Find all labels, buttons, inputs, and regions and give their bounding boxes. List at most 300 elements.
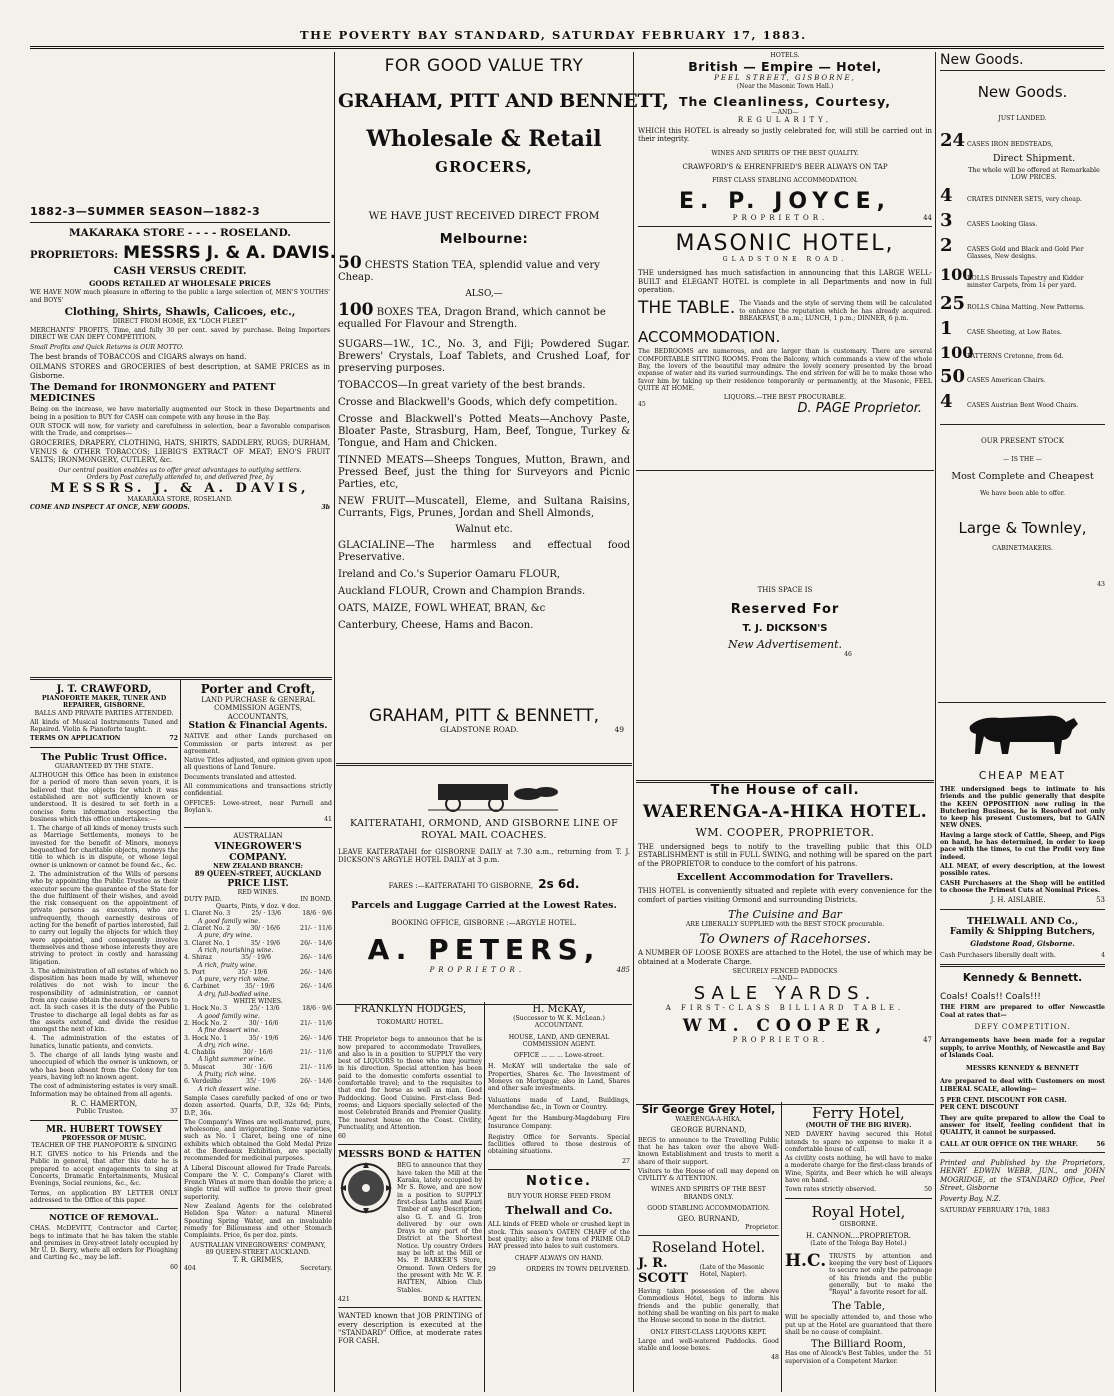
goods-item <box>940 343 1105 362</box>
wine-duty-price: 35/ · 19/6 <box>237 968 268 976</box>
trust-para-7: The cost of administering estates is very small. Information may be obtained from all agents. <box>30 1083 178 1098</box>
wine-name: 2. Hock No. 2 <box>184 1019 228 1027</box>
goods-item <box>940 235 1105 261</box>
goods-item <box>940 318 1105 339</box>
vine-title: AUSTRALIAN <box>233 832 283 841</box>
wine-desc: A pure, very rich wine. <box>198 976 270 984</box>
wine-name: 5. Port <box>184 968 205 976</box>
stock-list: GROCERIES, DRAPERY, CLOTHING, HATS, SHIRTS, SADDLERY, RUGS; DURHAM, VENUS & OTHER TOBACCOS; LIEBIG'S EXTRACT OF MEAT; ENO'S FRUIT SALTS; IRONMONGERY, CUTLERY, &c. <box>30 439 330 465</box>
wine-row <box>184 1064 332 1071</box>
advert-number: 53 <box>1096 896 1105 905</box>
tinned-text: TINNED MEATS—Sheeps Tongues, Mutton, Brawn, and Pressed Beef, just the thing for Surveyors and Picnic Parties, etc, <box>338 455 630 490</box>
gladstone-gisborne: Gladstone Road, Gisborne. <box>970 938 1075 948</box>
come-inspect: COME AND INSPECT AT ONCE, NEW GOODS. <box>30 503 190 511</box>
kennedy-bennett: Kennedy & Bennett. <box>962 972 1083 985</box>
accommodation-text: The BEDROOMS are numerous, and are larger than is customary. There are several COMFORTABLE SITTING ROOMS. From the Balcony, which commands a view of the whole Bay, the lovers of the beautiful may admire the lovely scenery presented by the broad expanse of water and its varied surroundings. The end striven for will be to make those who favor him by taking up their residence temporarily or permanently, at the Masonic, FEEL QUITE AT HOME. <box>638 348 932 392</box>
arrangements-text: Arrangements have been made for a regular supply, to arrive Monthly, of Newcastle and Bay of Islands Coal. <box>940 1037 1105 1059</box>
ireland-text: Ireland and Co.'s Superior Oamaru FLOUR, <box>338 569 561 580</box>
meat-text-2: Having a large stock of Cattle, Sheep, and Pigs on hand, he has determined, in order to keep pace with the times, to cut the Profit very fine indeed. <box>940 831 1105 861</box>
wine-desc: A rich, nourishing wine. <box>198 946 274 954</box>
towsey-text: H.T. GIVES notice to his Friends and the Public in general, that after this date he is prepared to accept engagements to sing at Concerts, Dramatic Entertainments, Musical Evenings, Social reunions, &c., &c. <box>30 1151 178 1188</box>
wine-row <box>184 983 332 990</box>
wine-row <box>184 1049 332 1056</box>
able-offer: We have been able to offer. <box>980 490 1065 498</box>
trust-para-3: 2. The administration of the Wills of persons who by appointing the Public Trustee as their executor secure the guarantee of the State for the due fulfilment of their wishes, and avoid the risk consequent on the appointment of private persons as executors, who are unfrequently, though earnestly desirous of acting for the benefit of parties interested, fail to carry out legally the objects for which they were appointed, and consequently involve themselves and those whose interests they are striving to protect in costly and harassing litigation. <box>30 870 178 966</box>
royal-title: Royal Hotel, <box>811 1202 906 1221</box>
wine-row <box>184 954 332 961</box>
advert-number: 46 <box>844 651 852 659</box>
section-rule <box>938 702 1106 703</box>
new-goods-large: New Goods. <box>977 83 1068 101</box>
wine-duty-price: 35/ · 19/6 <box>244 983 275 991</box>
advert-number: 37 <box>170 1108 178 1116</box>
hotels-heading: HOTELS. <box>770 52 800 59</box>
goods-count: 4 <box>940 185 953 207</box>
graham-pitt-footer <box>338 706 630 766</box>
goods-text: CASES Looking Glass. <box>967 221 1038 229</box>
meat-text-3: ALL MEAT, of every description, at the lowest possible rates. <box>940 862 1105 878</box>
new-goods-small: New Goods. <box>940 52 1105 71</box>
proprietors-name: MESSRS J. & A. DAVIS. <box>123 243 337 263</box>
clothing-line: Clothing, Shirts, Shawls, Calicoes, etc., <box>64 305 296 318</box>
wine-row <box>184 1020 332 1027</box>
waerenga-title: WAERENGA-A-HIKA HOTEL. <box>642 802 928 822</box>
trust-para-5: 4. The administration of the estates of lunatics, lunatic patients, and convicts. <box>30 1035 178 1050</box>
auckland-text: Auckland FLOUR, Crown and Champion Brands. <box>338 586 586 597</box>
goods-count: 4 <box>940 391 953 413</box>
liquors-line: LIQUORS.—THE BEST PROCURABLE. <box>723 394 847 402</box>
masthead <box>0 0 1114 50</box>
goods-text: CASES American Chairs. <box>967 377 1046 385</box>
wine-desc: A light summer wine. <box>198 1056 266 1064</box>
wine-desc: A dry, rich wine. <box>198 1041 250 1049</box>
wine-name: 6. Carbinet <box>184 983 220 991</box>
joyce-name: E. P. JOYCE, <box>679 188 891 214</box>
porter-para-4: All communications and transactions strictly confidential. <box>184 783 332 798</box>
crawford-name: J. T. CRAWFORD, <box>56 684 152 695</box>
goods-item <box>940 153 1105 165</box>
royal-location: GISBORNE. <box>839 1220 878 1228</box>
joyce-proprietor: PROPRIETOR. <box>732 213 829 222</box>
advert-number: 404 <box>184 1264 196 1272</box>
jrs-name: J. R. SCOTT <box>638 1256 688 1287</box>
advert-number: 27 <box>622 1157 630 1165</box>
column-rule <box>484 1002 485 1392</box>
ferry-location: (MOUTH OF THE BIG RIVER). <box>805 1122 912 1129</box>
column-rule <box>180 680 181 1392</box>
good-value-line: FOR GOOD VALUE TRY <box>384 56 584 76</box>
vine-footer: AUSTRALIAN VINEGROWERS' COMPANY, <box>190 1241 326 1249</box>
advert-number: 3b <box>321 503 330 511</box>
goods-item <box>940 366 1105 387</box>
large-townley: Large & Townley, <box>958 519 1087 538</box>
station-line: Station & Financial Agents. <box>188 721 328 732</box>
new-goods-advert <box>940 52 1105 702</box>
trust-title: The Public Trust Office. <box>40 751 168 763</box>
messrs-kennedy: MESSRS KENNEDY & BENNETT <box>966 1065 1079 1073</box>
walnut-text: Walnut etc. <box>455 524 513 535</box>
vine-para-4: New Zealand Agents for the celebrated Helidon Spa Water: a natural Mineral Spouting Spring Water, and an invaluable remedy for Biliousness and other Stomach Complaints. Price, 6s per doz. pints. <box>184 1203 332 1240</box>
vine-signature: T. R. GRIMES, <box>232 1256 284 1265</box>
removal-title: NOTICE OF REMOVAL. <box>49 1213 159 1224</box>
masonic-text: THE undersigned has much satisfaction in announcing that this LARGE WELL-BUILT and ELEGANT HOTEL is complete in all Departments and now in full operation. <box>638 269 932 295</box>
wine-row <box>184 1078 332 1085</box>
mckay-office: OFFICE ... ... ... Lowe-street. <box>513 1052 605 1060</box>
trust-para-6: 5. The charge of all lands lying waste and unoccupied of which the owner is unknown, or who has been absent from the Colony for ten years, having left no known agent. <box>30 1052 178 1081</box>
cannon-note: (Late of the Tologa Bay Hotel.) <box>810 1240 907 1248</box>
advert-number: 72 <box>169 735 178 743</box>
space-line: THIS SPACE IS <box>757 586 813 594</box>
grey-location: WAERENGA-A-HIKA. <box>675 1116 742 1123</box>
jrs-note: (Late of the Masonic Hotel, Napier). <box>699 1263 765 1279</box>
column-rule <box>633 52 634 1392</box>
canterbury-text: Canterbury, Cheese, Hams and Bacon. <box>338 620 534 631</box>
advert-number: 47 <box>923 1036 932 1045</box>
col3-left-lower <box>638 1104 779 1390</box>
wine-bond-price: 18/6 · 9/6 <box>302 1005 332 1013</box>
goods-count: 25 <box>940 293 966 315</box>
sugars-text: SUGARS—1W., 1C., No. 3, and Fiji; Powdered Sugar. Brewers' Crystals, Loaf Tablets, and Crushed Loaf, for preserving purposes. <box>338 339 630 374</box>
towsey-teacher: TEACHER OF THE PIANOFORTE & SINGING <box>31 1141 177 1149</box>
wine-desc: A fine dessert wine. <box>198 1027 261 1035</box>
jrs-liquors: ONLY FIRST-CLASS LIQUORS KEPT. <box>650 1328 767 1336</box>
wine-duty-price: 35/ · 19/6 <box>246 1078 276 1086</box>
wm-cooper-proprietor: PROPRIETOR. <box>732 1036 829 1045</box>
vine-signature-title: Secretary. <box>300 1264 332 1272</box>
wine-duty-price: 30/ · 16/6 <box>242 1049 273 1057</box>
wine-name: 1. Hock No. 3 <box>184 1005 228 1013</box>
vine-para-2: The Company's Wines are well-matured, pure, wholesome, and invigorating. Some varieties, such as No. 1 Claret, being one of nine exhibits which obtained the Gold Medal Prize at the Bordeaux Exhibition, are specially recommended for medicinal purposes. <box>184 1118 332 1163</box>
goods-text: The whole will be offered at Remarkable LOW PRICES. <box>968 165 1100 181</box>
wine-name: 6. Verdeilho <box>184 1078 222 1086</box>
new-advertisement: New Advertisement. <box>727 638 843 652</box>
page-header-title: THE POVERTY BAY STANDARD, SATURDAY FEBRUARY 17, 1883. <box>300 28 807 42</box>
dickson-reserved <box>638 586 932 676</box>
goods-item <box>940 210 1105 231</box>
tobacco-text: The best brands of TOBACCOS and CIGARS always on hand. <box>30 353 247 362</box>
imprint-text: Printed and Published by the Proprietors, HENRY EDWIN WEBB, JUN., and JOHN MOGRIDGE, at the STANDARD Office, Peel Street, Gisborne <box>940 1158 1105 1193</box>
vine-white-table <box>184 1005 332 1093</box>
cash-credit: CASH VERSUS CREDIT. <box>113 266 247 277</box>
billiard-text: Has one of Alcock's Best Tables, under the supervision of a Competent Marker. <box>785 1350 919 1365</box>
burnand-name: GEORGE BURNAND, <box>670 1126 747 1135</box>
grey-signature-title: Proprietor. <box>745 1223 779 1231</box>
bond-signature: BOND & HATTEN. <box>423 1295 482 1303</box>
grey-wines: WINES AND SPIRITS OF THE BEST BRANDS ONLY. <box>651 1186 766 1201</box>
porter-desc: LAND PURCHASE & GENERAL COMMISSION AGENTS, ACCOUNTANTS, <box>201 696 315 721</box>
peters-name: A. PETERS, <box>367 933 601 967</box>
orders-line: ORDERS IN TOWN DELIVERED. <box>526 1265 630 1273</box>
fares-amount: 2s 6d. <box>538 876 580 891</box>
goods-item <box>940 293 1105 314</box>
page-proprietor: D. PAGE Proprietor. <box>797 401 922 417</box>
towsey-prof: PROFESSOR OF MUSIC. <box>61 1134 147 1142</box>
goods-text: ROLLS Brussels Tapestry and Kidder minster Carpets, from 1s per yard. <box>967 274 1084 290</box>
ferry-text: NED DAVERY having secured this Hotel intends to spare no expense to make it a comfortable house of call. <box>785 1131 932 1153</box>
orders-text: Orders by Post carefully attended to, and delivered free, by <box>86 474 274 481</box>
goods-text: CASES Austrian Bent Wood Chairs. <box>967 402 1079 410</box>
discount-line: 5 PER CENT. DISCOUNT FOR CASH. <box>940 1097 1067 1105</box>
direct-line: DIRECT FROM HOME, EX "LOCH FLEET" <box>112 317 248 325</box>
sale-yards: SALE YARDS. <box>693 982 877 1004</box>
melbourne-line: Melbourne: <box>439 232 529 247</box>
defy-competition: DEFY COMPETITION. <box>974 1022 1071 1031</box>
demand-text: Being on the increase, we have materially augmented our Stock in these Departments and being in a position to BUY for CASH can compete with any house in the Bay. <box>30 406 330 421</box>
trust-guarantee: GUARANTEED BY THE STATE. <box>54 762 154 770</box>
oats-text: OATS, MAIZE, FOWL WHEAT, BRAN, &c <box>338 603 546 614</box>
col3-right-lower <box>785 1104 932 1390</box>
cooper-text-2: THIS HOTEL is conveniently situated and replete with every convenience for the comfort of parties visiting Ormond and surrounding Districts. <box>638 887 932 904</box>
grey-text: BEGS to announce to the Travelling Public that he has taken over the above Well-known Establishment and trusts to merit a share of their support. <box>638 1136 779 1166</box>
aislabie-signature: J. H. AISLABIE. <box>990 896 1046 905</box>
trust-para-1: ALTHOUGH this Office has been in existence for a period of more than seven years, it is believed that the objects for which it was established are not sufficiently known or understood. It is desired to set forth in a concise form information respecting the business which this office undertakes:— <box>30 772 178 823</box>
messrs-davis: MESSRS. J. & A. DAVIS, <box>50 481 310 497</box>
chests-number: 50 <box>338 253 362 273</box>
firm-name: GRAHAM, PITT AND BENNETT, <box>338 90 669 112</box>
wine-name: 3. Claret No. 1 <box>184 939 231 947</box>
goods-text: CASES Gold and Black and Gold Pier Glasses, New designs. <box>967 246 1084 261</box>
advert-number: 51 <box>924 1350 932 1358</box>
vine-para-3: A Liberal Discount allowed for Trade Parcels. Compare the V. C. Company's Claret with French Wines at more than double the price; a single trial will suffice to prove their great superiority. <box>184 1164 332 1201</box>
roseland-title: Roseland Hotel. <box>651 1240 766 1257</box>
chaff-line: CHAFF ALWAYS ON HAND. <box>514 1254 604 1262</box>
cannon-name: H. CANNON....PROPRIETOR. <box>805 1231 911 1240</box>
paddocks-line: SECURELY FENCED PADDOCKS <box>732 968 838 976</box>
imprint-date: SATURDAY FEBRUARY 17th, 1883 <box>940 1206 1050 1214</box>
table-text-2: Will be specially attended to, and those who put up at the Hotel are guaranteed that there shall be no cause of complaint. <box>785 1314 932 1337</box>
coach-title: KAITERATAHI, ORMOND, AND GISBORNE LINE OF ROYAL MAIL COACHES. <box>350 818 618 841</box>
wine-bond-price: 26/- · 14/6 <box>300 1034 332 1042</box>
towsey-name: MR. HUBERT TOWSEY <box>45 1124 163 1135</box>
col1-left-lower <box>30 684 178 1390</box>
peters-proprietor: PROPRIETOR. <box>429 966 526 975</box>
wine-name: 4. Chablis <box>184 1049 216 1057</box>
thelwall-butchers: THELWALL AND Co., <box>966 915 1079 927</box>
wine-name: 3. Hock No. 1 <box>184 1034 228 1042</box>
wine-name: 4. Shiraz <box>184 954 212 962</box>
most-complete: Most Complete and Cheapest <box>951 471 1094 483</box>
jrs-text: Having taken possession of the above Commodious Hotel, begs to inform his friends and the public generally, that nothing shall be wanting on his part to make the House second to none in the district. <box>638 1288 779 1325</box>
call-office: CALL AT OUR OFFICE ON THE WHARF. <box>940 1140 1078 1148</box>
advert-number: 44 <box>923 213 932 222</box>
goods-text: CASES IRON BEDSTEADS, <box>967 141 1054 149</box>
vine-address: 89 QUEEN-STREET, AUCKLAND <box>194 869 322 879</box>
firm-name-2: GRAHAM, PITT & BENNETT, <box>368 706 600 726</box>
vine-branch: NEW ZEALAND BRANCH: <box>213 862 303 870</box>
advert-number: 49 <box>614 725 624 734</box>
british-empire-title: British — Empire — Hotel, <box>688 59 882 75</box>
quality-text: They are quite prepared to allow the Coal to answer for itself, feeling confident that in QUALITY, it cannot be surpassed. <box>940 1114 1105 1137</box>
goods-count: 50 <box>940 366 966 388</box>
mckay-agent: Agent for the Hamburg-Magdeburg Fire Insurance Company. <box>488 1115 630 1130</box>
col4-lower <box>940 704 1105 1394</box>
wine-row <box>184 1035 332 1042</box>
davis-intro: WE HAVE NOW much pleasure in offering to the public a large selection of, MEN'S YOUTHS' and BOYS' <box>30 289 330 304</box>
vine-red-table <box>184 910 332 998</box>
cleanliness-line: The Cleanliness, Courtesy, <box>678 94 892 109</box>
towsey-terms: Terms, on application BY LETTER ONLY addressed to the Office of this paper. <box>30 1189 178 1204</box>
grey-hotel-title: Sir George Grey Hotel, <box>641 1104 776 1116</box>
vine-white-heading: WHITE WINES. <box>233 998 283 1006</box>
tobaccos-text: TOBACCOS—In great variety of the best brands. <box>338 380 586 391</box>
wine-row <box>184 910 332 917</box>
wine-desc: A rich, fruity wine. <box>198 961 257 969</box>
masonic-road: GLADSTONE ROAD. <box>722 255 848 263</box>
wine-row <box>184 1005 332 1012</box>
franklyn-text: THE Proprietor begs to announce that he is now prepared to accommodate Travellers, and also is in a position to SUPPLY the very best of LIQUORS to those who may journey in his direction. Special attention has been paid to the domestic comforts essential to comfortable travel; and to the requisites to that end for horse as well as man. Good Paddocking. Good Cuisine. First-class Bed-rooms; and Liquors specially selected of the most Celebrated Brands and Premier Quality. The nearest house on the Coast. Civility, Punctuality, and Attention. <box>338 1036 482 1131</box>
goods-item <box>940 391 1105 412</box>
advert-number: 60 <box>170 1263 178 1271</box>
mckay-successor: (Successor to W. K. McLean.) <box>513 1015 605 1022</box>
cash-purchasers: Cash Purchasers liberally dealt with. <box>940 951 1056 959</box>
stabling-line: FIRST CLASS STABLING ACCOMMODATION. <box>712 177 858 185</box>
advert-number: 485 <box>616 966 630 975</box>
advert-number: 4 <box>1101 951 1105 959</box>
booking-line: BOOKING OFFICE, GISBORNE :—ARGYLE HOTEL. <box>391 918 577 927</box>
porter-para-3: Documents translated and attested. <box>184 773 297 781</box>
is-the: — IS THE — <box>1003 455 1042 463</box>
wine-duty-price: 30/ · 16/6 <box>250 925 281 933</box>
franklyn-name: FRANKLYN HODGES, <box>353 1004 467 1015</box>
advert-number: 29 <box>488 1265 496 1273</box>
oilmans-text: OILMANS STORES and GROCERIES of best description, at SAME PRICES as in Gisborne. <box>30 363 330 380</box>
wine-row <box>184 940 332 947</box>
goods-text: CASE Sheeting, at Low Rates. <box>967 329 1062 337</box>
wine-row <box>184 925 332 932</box>
wine-bond-price: 26/- · 14/6 <box>300 983 332 991</box>
thelwall-text: ALL kinds of FEED whole or crushed kept in stock. This season's OATEN CHAFF of the best quality; also a few tons of PRIME OLD HAY pressed into bales to suit customers. <box>488 1221 630 1251</box>
coach-advert <box>338 770 630 1000</box>
received-line: WE HAVE JUST RECEIVED DIRECT FROM <box>368 210 600 222</box>
crawford-terms: TERMS ON APPLICATION <box>30 735 121 743</box>
hc-text: TRUSTS by attention and keeping the very best of Liquors to secure not only the patronage of his friends and the public generally, but to make the "Royal" a favorite resort for all. <box>829 1252 932 1297</box>
grey-signature: GEO. BURNAND, <box>677 1215 740 1224</box>
wine-bond-price: 26/- · 14/6 <box>300 954 332 962</box>
owners-line: To Owners of Racehorses. <box>699 932 871 948</box>
goods-item <box>940 167 1105 182</box>
porter-croft-title: Porter and Croft, <box>200 682 316 696</box>
vine-bond-heading: IN BOND. <box>300 895 332 903</box>
parcels-line: Parcels and Luggage Carried at the Lowest Rates. <box>351 899 617 911</box>
house-of-call: The House of call. <box>710 783 860 798</box>
waerenga-advert <box>638 783 932 1101</box>
wine-bond-price: 21/- · 11/6 <box>300 1019 332 1027</box>
present-stock: OUR PRESENT STOCK <box>981 437 1064 446</box>
wine-bond-price: 21/- · 11/6 <box>300 1063 332 1071</box>
proprietors-label: PROPRIETORS: <box>30 250 119 261</box>
wine-duty-price: 35/ · 19/6 <box>248 1034 279 1042</box>
cuisine-line: The Cuisine and Bar <box>728 908 842 922</box>
grey-text-2: Visitors to the House of call may depend on CIVILITY & ATTENTION. <box>638 1167 779 1183</box>
vine-price-list: PRICE LIST. <box>227 878 289 889</box>
porter-para-1: NATIVE and other Lands purchased on Commission or parts interest as per agreement. <box>184 733 332 755</box>
wine-bond-price: 21/- · 11/6 <box>300 925 332 933</box>
boxes-text: BOXES TEA, Dragon Brand, which cannot be equalled For Flavour and Strength. <box>338 307 606 330</box>
wine-bond-price: 26/- · 14/6 <box>300 1078 332 1086</box>
cooper-text: THE undersigned begs to notify to the travelling public that this OLD ESTABLISHMENT is still in FULL SWING, and nothing will be spared on the part of the PROPRIETOR to conduce to the comfort of his patrons. <box>638 843 932 868</box>
meat-text-4: CASH Purchasers at the Shop will be entitled to choose the Primest Cuts at Nominal Prices. <box>940 879 1105 894</box>
vine-red-heading: RED WINES. <box>237 888 279 896</box>
ferry-text-3: Town rates strictly observed. <box>785 1186 877 1194</box>
wine-duty-price: 35/ · 19/6 <box>241 954 271 962</box>
tokomaru-hotel: TOKOMARU HOTEL. <box>376 1019 444 1026</box>
owners-text: A NUMBER OF LOOSE BOXES are attached to the Hotel, the use of which may be obtained at a Moderate Charge. <box>638 949 932 966</box>
column-rule <box>935 52 936 1392</box>
accommodation-heading: ACCOMMODATION. <box>638 328 781 347</box>
family-butchers: Family & Shipping Butchers, <box>949 926 1096 937</box>
wanted-text: WANTED known that JOB PRINTING of every description is executed at the "STANDARD" Office, at moderate rates FOR CASH. <box>338 1312 482 1346</box>
boxes-number: 100 <box>338 300 374 320</box>
bond-text: BEG to announce that they have taken the Mill at the Karaka, lately occupied by Mr S. Rowe, and are now in a position to SUPPLY first-class Laths and Kauri Timber of any Description; also G. T. and G. Iron delivered by our own Drays to any part of the District at the Shortest Notice. Up country Orders may be left at the Mill or Ms. P. BARKER'S Store, Ormond. Town Orders for the present with Mr. W. F. HATTEN, Albion Club Stables. <box>397 1162 482 1294</box>
billiard-line: A FIRST-CLASS BILLIARD TABLE. <box>665 1003 905 1012</box>
col2-left-lower <box>338 1004 482 1390</box>
goods-count: 3 <box>940 210 953 232</box>
merchants-text: MERCHANTS' PROFITS, Time, and fully 30 per cent. saved by purchase. Being Importers DIRECT WE CAN DEFY COMPETITION. <box>30 327 330 342</box>
wine-name: 5. Muscat <box>184 1063 216 1071</box>
wine-duty-price: 30/ · 16/6 <box>248 1019 279 1027</box>
wine-desc: A dry, full-bodied wine. <box>198 990 271 998</box>
wines-line: WINES AND SPIRITS OF THE BEST QUALITY. <box>711 149 859 157</box>
the-table-text: The Viands and the style of serving them will be calculated to enhance the reputation which he has already acquired. BREAKFAST, 8 a.m.; LUNCH, 1 p.m.; DINNER, 6 p.m. <box>739 300 932 323</box>
vine-company: VINEGROWER'S COMPANY. <box>214 840 302 863</box>
wine-desc: A fruity, rich wine. <box>198 1071 256 1079</box>
col1-right-lower <box>184 682 332 1390</box>
wine-bond-price: 21/- · 11/6 <box>300 1049 332 1057</box>
crosse-goods-text: Crosse and Blackwell's Goods, which defy competition. <box>338 397 618 408</box>
dickson-name: T. J. DICKSON'S <box>742 623 828 635</box>
also-line: ALSO,— <box>465 289 503 299</box>
bond-hatten-title: MESSRS BOND & HATTEN <box>338 1149 482 1161</box>
crawford-instruments: All kinds of Musical Instruments Tuned and Repaired. Violin & Pianoforte taught. <box>30 718 178 734</box>
goods-count: 2 <box>940 235 953 257</box>
fruit-text: NEW FRUIT—Muscatell, Eleme, and Sultana Raisins, Currants, Figs, Prunes, Jordan and Shell Almonds, <box>338 496 630 519</box>
wholesale-retail: Wholesale & Retail <box>366 126 602 152</box>
wine-desc: A rich dessert wine. <box>198 1085 261 1093</box>
billiard-room: The Billiard Room, <box>811 1339 906 1351</box>
reserved-line: Reserved For <box>730 602 840 618</box>
grocers-line: GROCERS, <box>435 158 533 176</box>
notice-buy: BUY YOUR HORSE FEED FROM <box>507 1193 611 1201</box>
goods-count: 100 <box>940 343 974 363</box>
mckay-valuations: Valuations made of Land, Buildings, Merchandise &c., in Town or Country. <box>488 1096 630 1111</box>
wm-cooper-name: WM. COOPER, <box>682 1016 888 1037</box>
trust-para-4: 3. The administration of all estates of which no disposition has been made by will, whenever relatives do not wish to incur the responsibility of administration, or cannot from any cause obtain the necessary powers to act. In such cases it is the duty of the Public Trustee to discharge all legal debts as far as the assets extend, and divide the residue amongst the next of kin. <box>30 967 178 1034</box>
wine-bond-price: 26/- · 14/6 <box>300 939 332 947</box>
goods-count: 24 <box>940 130 966 152</box>
wine-name: 2. Claret No. 2 <box>184 925 231 933</box>
gladstone-road: GLADSTONE ROAD. <box>439 725 519 734</box>
mckay-name: H. McKAY, <box>532 1004 586 1015</box>
goods-count: 100 <box>940 264 974 284</box>
fares-label: FARES :—KAITERATAHI TO GISBORNE, <box>388 881 534 890</box>
just-landed: JUST LANDED. <box>998 115 1047 122</box>
glaciline-text: GLACIALINE—The harmless and effectual food Preservative. <box>338 540 630 563</box>
goods-item <box>940 185 1105 206</box>
goods-text: ROLLS China Matting. New Patterns. <box>967 304 1085 312</box>
cheap-meat: CHEAP MEAT <box>978 770 1067 782</box>
coals-text: THE FIRM are prepared to offer Newcastle Coal at rates that— <box>940 1004 1105 1019</box>
makaraka-store: MAKARAKA STORE, ROSELAND. <box>127 496 233 504</box>
cabinetmakers: CABINETMAKERS. <box>992 545 1053 553</box>
advert-number: 60 <box>338 1133 346 1141</box>
advert-number: 45 <box>638 401 646 409</box>
grey-stabling: GOOD STABLING ACCOMMODATION. <box>647 1205 770 1213</box>
coach-illustration-icon <box>338 770 630 814</box>
hc-initials: H.C. <box>785 1250 827 1271</box>
col2-right-lower <box>488 1004 630 1390</box>
and-separator: —AND— <box>771 109 799 116</box>
vine-footer-address: 89 QUEEN-STREET AUCKLAND. <box>205 1248 311 1256</box>
